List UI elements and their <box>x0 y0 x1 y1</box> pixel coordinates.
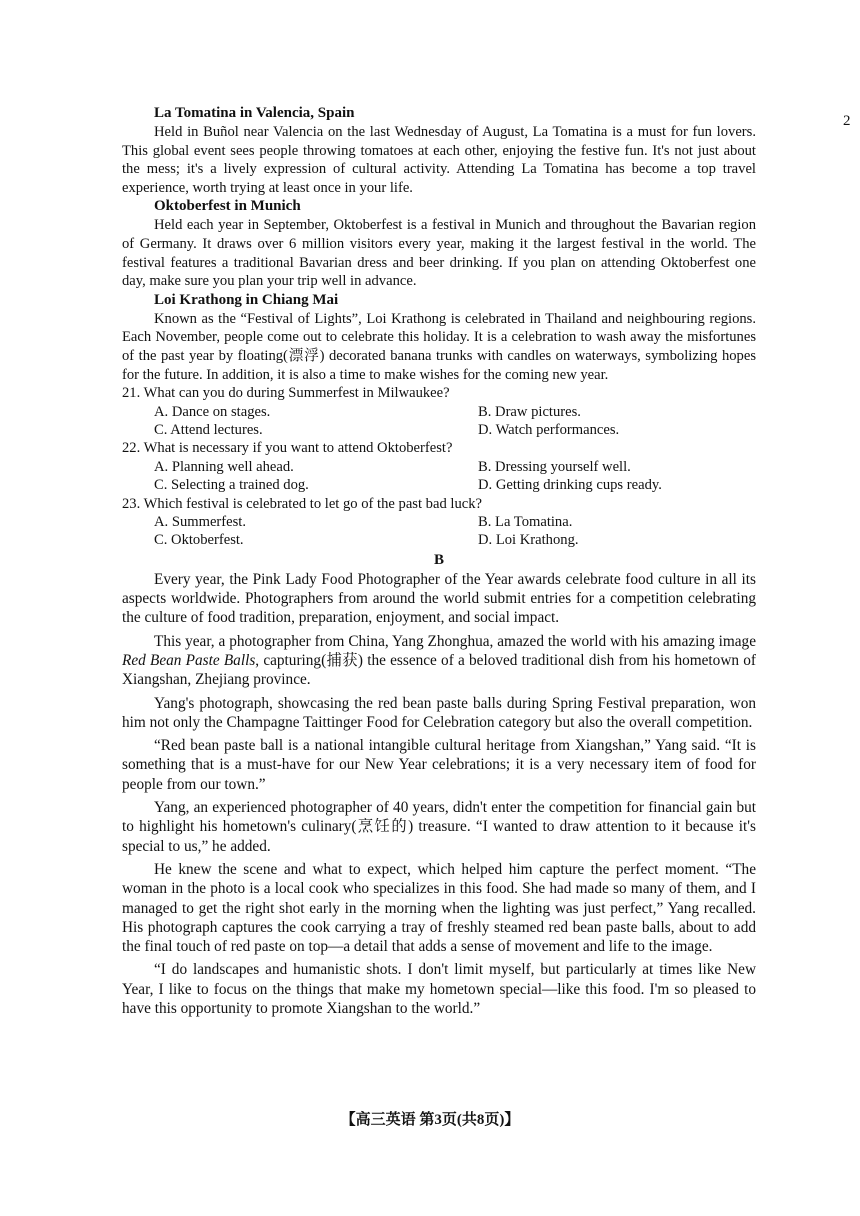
festival-title: Loi Krathong in Chiang Mai <box>154 291 339 308</box>
page-footer: 【高三英语 第3页(共8页)】 <box>340 1112 520 1128</box>
section-b-heading: B <box>433 551 444 568</box>
page-corner-mark: 2 <box>843 113 851 129</box>
paragraph-6: He knew the scene and what to expect, which helped him capture the perfect moment. “The woman in the photo is a local cook who specializes in this food. She had made so many of them, and I managed to get the right shot early in the morning when the lighting was just perfect,” Yang recalled. His photograph captures the cook carrying a tray of freshly steamed red bean paste balls, about to add the final touch of red paste on top—a detail that adds a sense of movement and life to the image. <box>122 860 756 956</box>
option-c: C. Attend lectures. <box>154 421 263 438</box>
content-column <box>122 104 756 1018</box>
option-c: C. Selecting a trained dog. <box>154 477 309 494</box>
question-stem: 21. What can you do during Summerfest in Milwaukee? <box>122 385 450 402</box>
festival-oktoberfest <box>122 197 756 290</box>
option-b: B. Dressing yourself well. <box>478 458 631 475</box>
question-options <box>122 458 756 495</box>
paragraph-2 <box>122 632 756 690</box>
option-b: B. La Tomatina. <box>478 513 573 530</box>
festival-body: Held each year in September, Oktoberfest is a festival in Munich and throughout the Bavarian region of Germany. It draws over 6 million visitors every year, making it the largest festival in the world. The festival features a traditional Bavarian dress and beer drinking. If you plan on attending Oktoberfest one day, make sure you plan your trip well in advance. <box>122 217 756 290</box>
paragraph-2-text-b: , capturing(捕获) the essence of a beloved traditional dish from his hometown of Xiangshan, Zhejiang province. <box>122 651 756 689</box>
question-stem: 22. What is necessary if you want to attend Oktoberfest? <box>122 440 453 457</box>
question-21 <box>122 384 756 439</box>
option-a: A. Dance on stages. <box>154 403 271 420</box>
option-a: A. Summerfest. <box>154 513 247 530</box>
question-22 <box>122 439 756 494</box>
option-b: B. Draw pictures. <box>478 403 581 420</box>
photo-title: Red Bean Paste Balls <box>122 651 256 669</box>
paragraph-3: Yang's photograph, showcasing the red bean paste balls during Spring Festival preparation, won him not only the Champagne Taittinger Food for Celebration category but also the overall competition. <box>122 694 756 731</box>
option-d: D. Loi Krathong. <box>478 532 579 549</box>
option-d: D. Watch performances. <box>478 421 620 438</box>
paragraph-1: Every year, the Pink Lady Food Photographer of the Year awards celebrate food culture in all its aspects worldwide. Photographers from around the world submit entries for a competition celebrating the culture of food tradition, preparation, enjoyment, and social impact. <box>122 570 756 627</box>
option-d: D. Getting drinking cups ready. <box>478 477 662 494</box>
question-23 <box>122 495 756 550</box>
festival-title: Oktoberfest in Munich <box>154 198 301 215</box>
festival-loi-krathong <box>122 291 756 384</box>
festival-title: La Tomatina in Valencia, Spain <box>154 105 355 121</box>
paragraph-5: Yang, an experienced photographer of 40 years, didn't enter the competition for financial gain but to highlight his hometown's culinary(烹饪的) treasure. “I wanted to draw attention to it because it's special to us,” he added. <box>122 799 756 855</box>
festival-body: Held in Buñol near Valencia on the last Wednesday of August, La Tomatina is a must for fun lovers. This global event sees people throwing tomatoes at each other, enjoying the festive fun. It's not just about the mess; it's a lively expression of cultural activity. Attending La Tomatina has become a top travel experience, worth trying at least once in your life. <box>122 124 756 196</box>
paragraph-4: “Red bean paste ball is a national intangible cultural heritage from Xiangshan,” Yang said. “It is something that is a must-have for our New Year celebrations; it is a very necessary item of food for people from our town.” <box>122 737 756 793</box>
question-options <box>122 403 756 440</box>
festival-la-tomatina <box>122 104 756 197</box>
option-c: C. Oktoberfest. <box>154 532 244 549</box>
option-a: A. Planning well ahead. <box>154 458 294 475</box>
festival-body: Known as the “Festival of Lights”, Loi Krathong is celebrated in Thailand and neighbouring regions. Each November, people come out to celebrate this holiday. It is a celebration to wash away the misfortunes of the past year by floating(漂浮) decorated banana trunks with candles on waterways, symbolizing hopes for the future. In addition, it is also a time to make wishes for the coming new year. <box>122 310 756 383</box>
paragraph-2-text-a: This year, a photographer from China, Yang Zhonghua, amazed the world with his amazing image <box>154 632 756 650</box>
question-options <box>122 513 756 550</box>
question-stem: 23. Which festival is celebrated to let go of the past bad luck? <box>122 495 482 512</box>
paragraph-7: “I do landscapes and humanistic shots. I don't limit myself, but particularly at times like New Year, I like to focus on the things that make my hometown special—like this food. I'm so pleased to have this opportunity to promote Xiangshan to the world.” <box>122 961 756 1018</box>
